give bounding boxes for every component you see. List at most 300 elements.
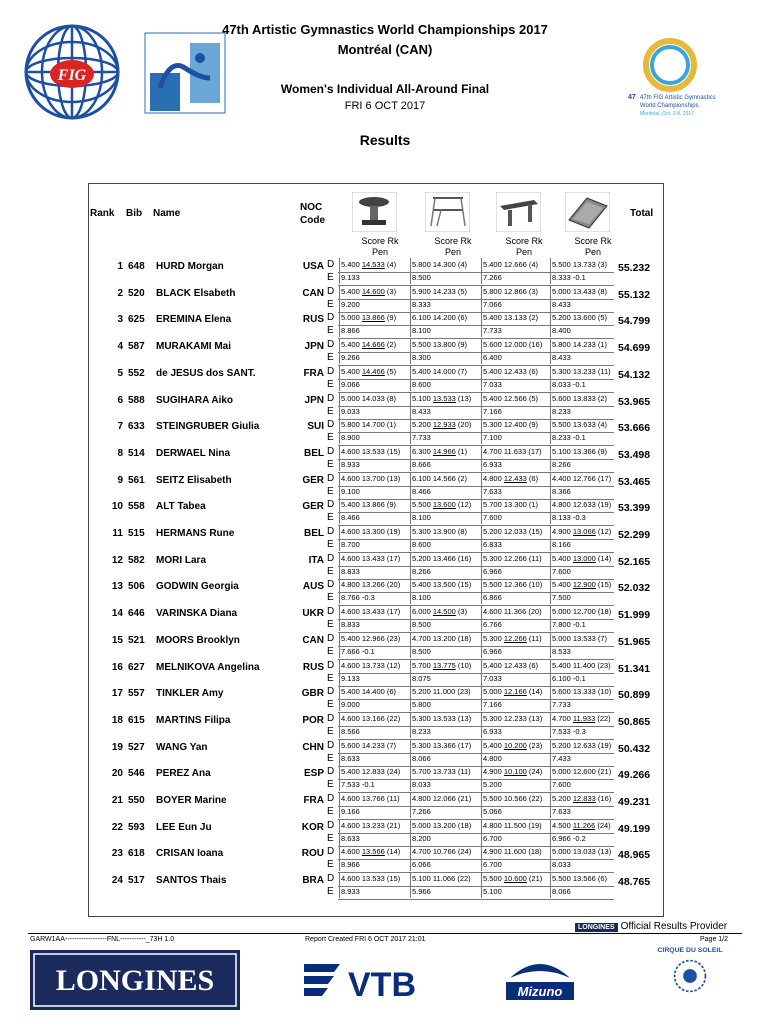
d-score-cell: 5.000 13.533 (7)	[552, 633, 608, 643]
e-score-cell: 9.200	[341, 299, 360, 309]
noc-code: RUS	[302, 661, 324, 673]
apparatus-separator	[550, 365, 551, 391]
d-score-cell: 4.600 13.300 (19)	[341, 527, 401, 536]
apparatus-separator	[339, 418, 340, 444]
d-score-cell: 5.300 13.900 (8)	[412, 527, 468, 536]
apparatus-separator	[339, 285, 340, 311]
d-score-cell: 5.400 14.466 (5)	[341, 366, 397, 376]
vtb-sponsor-logo	[300, 950, 440, 1010]
e-score-cell: 8.233 -0.1	[552, 433, 586, 443]
rank-cell: 12	[111, 554, 123, 566]
table-row	[0, 712, 770, 741]
apparatus-separator	[339, 685, 340, 711]
d-score-cell: 5.000 12.600 (21)	[552, 767, 612, 777]
athlete-name: SANTOS Thais	[156, 875, 227, 887]
d-score-cell: 4.900 13.066 (12)	[552, 527, 612, 536]
apparatus-separator	[339, 872, 340, 898]
d-score-cell: 5.400 13.000 (14)	[552, 553, 612, 563]
d-score-cell: 5.400 14.600 (3)	[341, 286, 397, 296]
beam-subheader: Score Rk Pen	[505, 236, 543, 257]
e-score-cell: 8.033	[412, 780, 431, 790]
row-divider	[338, 352, 614, 353]
col-bib: Bib	[126, 208, 143, 219]
d-score-cell: 5.400 14.533 (4)	[341, 260, 397, 269]
row-divider	[338, 566, 614, 567]
floor-exercise-icon	[565, 192, 610, 232]
apparatus-separator	[550, 712, 551, 738]
e-score-cell: 7.166	[483, 700, 502, 710]
rank-cell: 16	[111, 661, 123, 673]
cirque-du-soleil-logo	[630, 940, 750, 1000]
d-score-cell: 5.200 12.633 (19)	[552, 740, 612, 750]
e-score-cell: 8.433	[552, 299, 571, 309]
e-score-cell: 7.033	[483, 673, 502, 683]
d-score-cell: 6.100 14.200 (6)	[412, 313, 468, 323]
apparatus-separator	[481, 792, 482, 818]
d-score-label: D	[327, 739, 335, 751]
total-score: 48.965	[618, 849, 651, 862]
event-title: 47th Artistic Gymnastics World Championships 2017	[222, 22, 548, 37]
apparatus-separator	[339, 792, 340, 818]
rank-cell: 5	[117, 367, 123, 379]
apparatus-separator	[410, 258, 411, 284]
apparatus-separator	[481, 365, 482, 391]
apparatus-separator	[550, 338, 551, 364]
row-divider	[338, 779, 614, 780]
d-score-cell: 5.200 11.000 (23)	[412, 687, 471, 697]
total-score: 51.341	[618, 662, 651, 675]
d-score-cell: 5.900 14.233 (5)	[412, 286, 468, 296]
apparatus-separator	[410, 819, 411, 845]
bib-cell: 527	[128, 741, 145, 753]
row-divider	[338, 899, 614, 900]
athlete-name: MARTINS Filipa	[156, 714, 231, 726]
d-score-cell: 5.400 12.433 (6)	[483, 366, 539, 376]
d-score-cell: 5.400 12.833 (24)	[341, 767, 401, 777]
e-score-cell: 6.766	[483, 620, 502, 630]
rank-cell: 23	[111, 848, 123, 860]
apparatus-separator	[410, 418, 411, 444]
e-score-cell: 9.000	[341, 700, 360, 710]
bib-cell: 514	[128, 447, 145, 459]
noc-code: BEL	[304, 447, 324, 459]
rank-cell: 18	[111, 714, 123, 726]
e-score-cell: 7.500	[552, 593, 571, 603]
e-score-cell: 8.466	[341, 513, 360, 523]
table-row	[0, 659, 770, 688]
d-score-cell: 5.400 12.966 (23)	[341, 633, 401, 643]
athlete-name: ALT Tabea	[156, 501, 206, 513]
e-score-label: E	[327, 886, 334, 898]
e-score-label: E	[327, 806, 334, 817]
apparatus-separator	[410, 365, 411, 391]
e-score-cell: 7.666 -0.1	[341, 646, 375, 656]
d-score-cell: 6.000 14.500 (3)	[412, 607, 468, 617]
apparatus-separator	[550, 525, 551, 551]
d-score-label: D	[327, 712, 335, 724]
noc-code: FRA	[303, 795, 324, 806]
apparatus-separator	[410, 872, 411, 898]
apparatus-separator	[481, 445, 482, 471]
d-score-cell: 5.300 12.266 (11)	[483, 553, 542, 563]
apparatus-separator	[410, 285, 411, 311]
e-score-cell: 8.300	[412, 353, 431, 363]
d-score-cell: 5.400 14.000 (7)	[412, 366, 468, 376]
d-score-cell: 5.100 13.533 (13)	[412, 393, 472, 403]
apparatus-separator	[550, 285, 551, 311]
e-score-label: E	[327, 272, 334, 283]
d-score-cell: 5.600 13.333 (10)	[552, 687, 612, 697]
total-score: 50.865	[618, 715, 651, 728]
noc-code: SUI	[307, 421, 324, 433]
rank-cell: 8	[117, 447, 123, 459]
apparatus-separator	[410, 472, 411, 498]
row-divider	[338, 325, 614, 326]
total-score: 51.999	[618, 609, 651, 622]
e-score-label: E	[327, 619, 334, 631]
d-score-cell: 4.800 12.433 (6)	[483, 473, 539, 483]
d-score-cell: 4.700 13.200 (18)	[412, 633, 472, 643]
d-score-label: D	[327, 339, 335, 351]
apparatus-separator	[339, 311, 340, 337]
table-row	[0, 341, 770, 367]
noc-code: ROU	[301, 848, 324, 860]
row-divider	[338, 432, 614, 433]
athlete-name: SUGIHARA Aiko	[156, 394, 234, 406]
apparatus-separator	[550, 632, 551, 658]
e-score-cell: 8.400	[552, 326, 571, 336]
apparatus-separator	[410, 659, 411, 685]
e-score-label: E	[327, 325, 334, 337]
row-divider	[338, 406, 614, 407]
e-score-label: E	[327, 298, 334, 310]
apparatus-separator	[550, 872, 551, 898]
e-score-label: E	[327, 378, 334, 390]
athlete-name: WANG Yan	[156, 741, 208, 753]
bib-cell: 546	[128, 768, 145, 780]
athlete-name: BOYER Marine	[156, 795, 227, 806]
apparatus-separator	[339, 632, 340, 658]
d-score-cell: 5.400 12.900 (15)	[552, 580, 612, 590]
bib-cell: 561	[128, 474, 145, 486]
d-score-cell: 5.400 14.400 (6)	[341, 687, 397, 697]
athlete-name: TINKLER Amy	[156, 688, 224, 700]
total-score: 54.132	[618, 368, 651, 381]
d-score-label: D	[327, 766, 335, 778]
table-row	[0, 581, 770, 607]
table-row	[0, 528, 770, 554]
d-score-cell: 4.800 12.066 (21)	[412, 794, 472, 803]
apparatus-separator	[339, 258, 340, 284]
e-score-cell: 5.100	[483, 887, 502, 897]
apparatus-separator	[410, 712, 411, 738]
d-score-cell: 4.600 13.166 (22)	[341, 713, 401, 723]
row-divider	[338, 726, 614, 727]
d-score-label: D	[327, 392, 335, 404]
apparatus-separator	[481, 765, 482, 791]
d-score-cell: 5.000 14.033 (8)	[341, 393, 397, 403]
noc-code: RUS	[302, 314, 324, 326]
d-score-cell: 5.200 12.033 (15)	[483, 527, 543, 536]
d-score-cell: 5.600 14.233 (7)	[341, 740, 397, 750]
report-header	[0, 0, 770, 150]
e-score-cell: 8.333 -0.1	[552, 273, 586, 282]
d-score-cell: 5.500 13.733 (3)	[552, 260, 608, 269]
e-score-cell: 6.866	[483, 593, 502, 603]
total-score: 53.965	[618, 395, 651, 408]
athlete-name: MURAKAMI Mai	[156, 341, 231, 353]
d-score-cell: 5.500 10.566 (22)	[483, 794, 543, 803]
bib-cell: 515	[128, 528, 145, 539]
apparatus-separator	[410, 552, 411, 578]
rank-cell: 14	[111, 608, 123, 620]
d-score-label: D	[327, 312, 335, 324]
apparatus-separator	[339, 819, 340, 845]
apparatus-separator	[410, 338, 411, 364]
apparatus-separator	[481, 285, 482, 311]
athlete-name: HURD Morgan	[156, 261, 224, 272]
athlete-name: MORI Lara	[156, 554, 207, 566]
athlete-name: DERWAEL Nina	[156, 447, 231, 459]
col-total: Total	[630, 208, 654, 219]
total-score: 53.465	[618, 475, 651, 488]
e-score-cell: 8.075	[412, 673, 431, 683]
e-score-cell: 6.100 -0.1	[552, 673, 586, 683]
fig-logo-text: FIG	[57, 67, 87, 84]
rank-cell: 21	[111, 795, 123, 806]
apparatus-separator	[481, 632, 482, 658]
rank-cell: 11	[112, 528, 123, 539]
svg-text:47: 47	[628, 94, 636, 101]
bib-cell: 633	[128, 421, 145, 433]
apparatus-separator	[339, 472, 340, 498]
row-divider	[338, 646, 614, 647]
e-score-cell: 6.700	[483, 833, 502, 843]
e-score-cell: 8.433	[552, 353, 571, 363]
rank-cell: 1	[117, 261, 123, 272]
d-score-cell: 5.700 13.733 (11)	[412, 767, 471, 777]
athlete-name: STEINGRUBER Giulia	[156, 421, 260, 433]
total-score: 53.666	[618, 422, 651, 435]
bib-cell: 517	[128, 875, 145, 887]
table-row	[0, 501, 770, 527]
apparatus-separator	[339, 765, 340, 791]
e-score-cell: 8.666	[412, 459, 431, 469]
row-divider	[338, 539, 614, 540]
balance-beam-icon	[496, 192, 541, 232]
noc-code: BEL	[304, 528, 324, 539]
apparatus-separator	[481, 418, 482, 444]
total-score: 54.699	[618, 342, 651, 355]
d-score-cell: 4.600 13.533 (15)	[341, 446, 401, 456]
d-score-cell: 5.600 12.000 (16)	[483, 340, 543, 350]
table-row	[0, 819, 770, 848]
e-score-cell: 6.966 -0.2	[552, 833, 586, 843]
d-score-label: D	[327, 472, 335, 484]
apparatus-separator	[410, 445, 411, 471]
e-score-cell: 7.266	[412, 807, 431, 816]
apparatus-separator	[481, 472, 482, 498]
d-score-label: D	[327, 552, 335, 564]
e-score-cell: 7.066	[483, 299, 502, 309]
e-score-cell: 7.533 -0.3	[552, 726, 586, 736]
e-score-label: E	[327, 859, 334, 871]
e-score-cell: 8.333	[412, 299, 431, 309]
bars-subheader: Score Rk Pen	[434, 236, 472, 257]
d-score-cell: 5.400 10.200 (23)	[483, 740, 543, 750]
d-score-cell: 5.400 13.500 (15)	[412, 580, 472, 590]
apparatus-separator	[550, 258, 551, 284]
athlete-name: HERMANS Rune	[156, 528, 235, 539]
e-score-cell: 8.633	[341, 753, 360, 763]
e-score-cell: 8.233	[412, 726, 431, 736]
d-score-label: D	[327, 659, 335, 671]
e-score-cell: 7.166	[483, 406, 502, 416]
rank-cell: 24	[111, 875, 123, 887]
d-score-cell: 4.700 11.933 (22)	[552, 713, 611, 723]
bib-cell: 582	[128, 554, 145, 566]
apparatus-separator	[339, 578, 340, 604]
row-divider	[338, 753, 614, 754]
d-score-label: D	[327, 793, 335, 804]
e-score-label: E	[327, 752, 334, 764]
table-row	[0, 875, 770, 901]
d-score-cell: 4.900 10.100 (24)	[483, 767, 543, 777]
d-score-cell: 4.700 10.766 (24)	[412, 847, 472, 857]
apparatus-separator	[550, 685, 551, 711]
e-score-cell: 8.966	[341, 860, 360, 870]
apparatus-separator	[410, 311, 411, 337]
e-score-cell: 8.500	[412, 646, 431, 656]
total-score: 52.299	[618, 529, 651, 541]
d-score-cell: 5.400 13.866 (9)	[341, 500, 397, 510]
d-score-cell: 5.200 12.833 (16)	[552, 794, 612, 803]
e-score-cell: 8.100	[412, 513, 431, 523]
apparatus-separator	[339, 525, 340, 551]
table-row	[0, 795, 770, 821]
apparatus-separator	[481, 338, 482, 364]
event-location: Montréal (CAN)	[337, 42, 433, 57]
apparatus-separator	[410, 605, 411, 631]
total-score: 53.498	[618, 448, 651, 461]
bib-cell: 625	[128, 314, 145, 326]
row-divider	[338, 859, 614, 860]
noc-code: KOR	[301, 821, 324, 833]
bib-cell: 552	[128, 367, 145, 379]
e-score-cell: 8.066	[412, 753, 431, 763]
table-row	[0, 261, 770, 287]
noc-code: ITA	[308, 554, 324, 566]
d-score-cell: 4.600 13.233 (21)	[341, 820, 401, 830]
noc-code: ESP	[303, 768, 324, 780]
row-divider	[338, 619, 614, 620]
noc-code: JPN	[304, 394, 324, 406]
d-score-cell: 5.500 13.633 (4)	[552, 420, 608, 430]
bib-cell: 521	[128, 634, 145, 646]
d-score-cell: 5.000 12.166 (14)	[483, 687, 543, 697]
apparatus-separator	[339, 445, 340, 471]
d-score-cell: 4.600 11.366 (20)	[483, 607, 542, 617]
floor-subheader: Score Rk Pen	[574, 236, 612, 257]
e-score-cell: 7.633	[483, 486, 502, 496]
e-score-cell: 9.133	[341, 673, 360, 683]
uneven-bars-icon	[425, 192, 470, 232]
col-code: Code	[300, 215, 325, 226]
row-divider	[338, 379, 614, 380]
e-score-cell: 8.033 -0.1	[552, 379, 586, 389]
d-score-cell: 5.500 13.600 (12)	[412, 500, 472, 510]
apparatus-separator	[339, 392, 340, 418]
d-score-cell: 5.200 12.933 (20)	[412, 420, 472, 430]
e-score-cell: 9.166	[341, 807, 360, 816]
athlete-name: EREMINA Elena	[156, 314, 232, 326]
vault-subheader: Score Rk Pen	[361, 236, 399, 257]
e-score-cell: 8.066	[552, 887, 571, 897]
e-score-cell: 8.200	[412, 833, 431, 843]
e-score-cell: 8.633	[341, 833, 360, 843]
apparatus-separator	[481, 578, 482, 604]
d-score-cell: 5.500 13.566 (6)	[552, 874, 608, 884]
total-score: 49.231	[618, 796, 651, 808]
apparatus-separator	[550, 792, 551, 818]
d-score-label: D	[327, 846, 335, 858]
rank-cell: 19	[111, 741, 123, 753]
d-score-label: D	[327, 526, 335, 537]
total-score: 50.432	[618, 742, 651, 755]
row-divider	[338, 592, 614, 593]
noc-code: UKR	[302, 608, 324, 620]
e-score-cell: 8.233	[552, 406, 571, 416]
d-score-label: D	[327, 873, 335, 885]
d-score-cell: 5.400 12.566 (5)	[483, 393, 539, 403]
e-score-label: E	[327, 512, 334, 524]
e-score-cell: 8.100	[412, 593, 431, 603]
e-score-cell: 8.833	[341, 620, 360, 630]
svg-text:VTB: VTB	[348, 966, 416, 1004]
svg-text:47th FIG Artistic Gymnastics: 47th FIG Artistic Gymnastics	[640, 95, 716, 101]
col-name: Name	[153, 208, 181, 219]
total-score: 49.266	[618, 769, 651, 782]
bib-cell: 648	[128, 261, 145, 272]
table-row	[0, 848, 770, 874]
apparatus-separator	[550, 765, 551, 791]
bib-cell: 588	[128, 394, 145, 406]
apparatus-separator	[550, 578, 551, 604]
apparatus-separator	[550, 392, 551, 418]
total-score: 54.799	[618, 315, 651, 328]
d-score-label: D	[327, 632, 335, 644]
d-score-label: D	[327, 365, 335, 377]
apparatus-separator	[550, 498, 551, 524]
report-code: GARW1AA------------------FNL-----------_73H 1.0	[30, 936, 175, 943]
rank-cell: 10	[111, 501, 123, 513]
apparatus-separator	[481, 392, 482, 418]
d-score-label: D	[327, 579, 335, 591]
e-score-label: E	[327, 458, 334, 470]
noc-code: CHN	[302, 741, 324, 753]
rank-cell: 22	[111, 821, 123, 833]
d-score-cell: 4.700 11.633 (17)	[483, 446, 542, 456]
athlete-name: SEITZ Elisabeth	[156, 474, 232, 486]
d-score-cell: 5.700 13.775 (10)	[412, 660, 472, 670]
e-score-cell: 8.766 -0.3	[341, 593, 375, 603]
svg-text:World Championships: World Championships	[640, 103, 699, 109]
apparatus-separator	[410, 525, 411, 551]
e-score-cell: 6.700	[483, 860, 502, 870]
apparatus-separator	[410, 578, 411, 604]
apparatus-separator	[410, 392, 411, 418]
apparatus-separator	[410, 792, 411, 818]
